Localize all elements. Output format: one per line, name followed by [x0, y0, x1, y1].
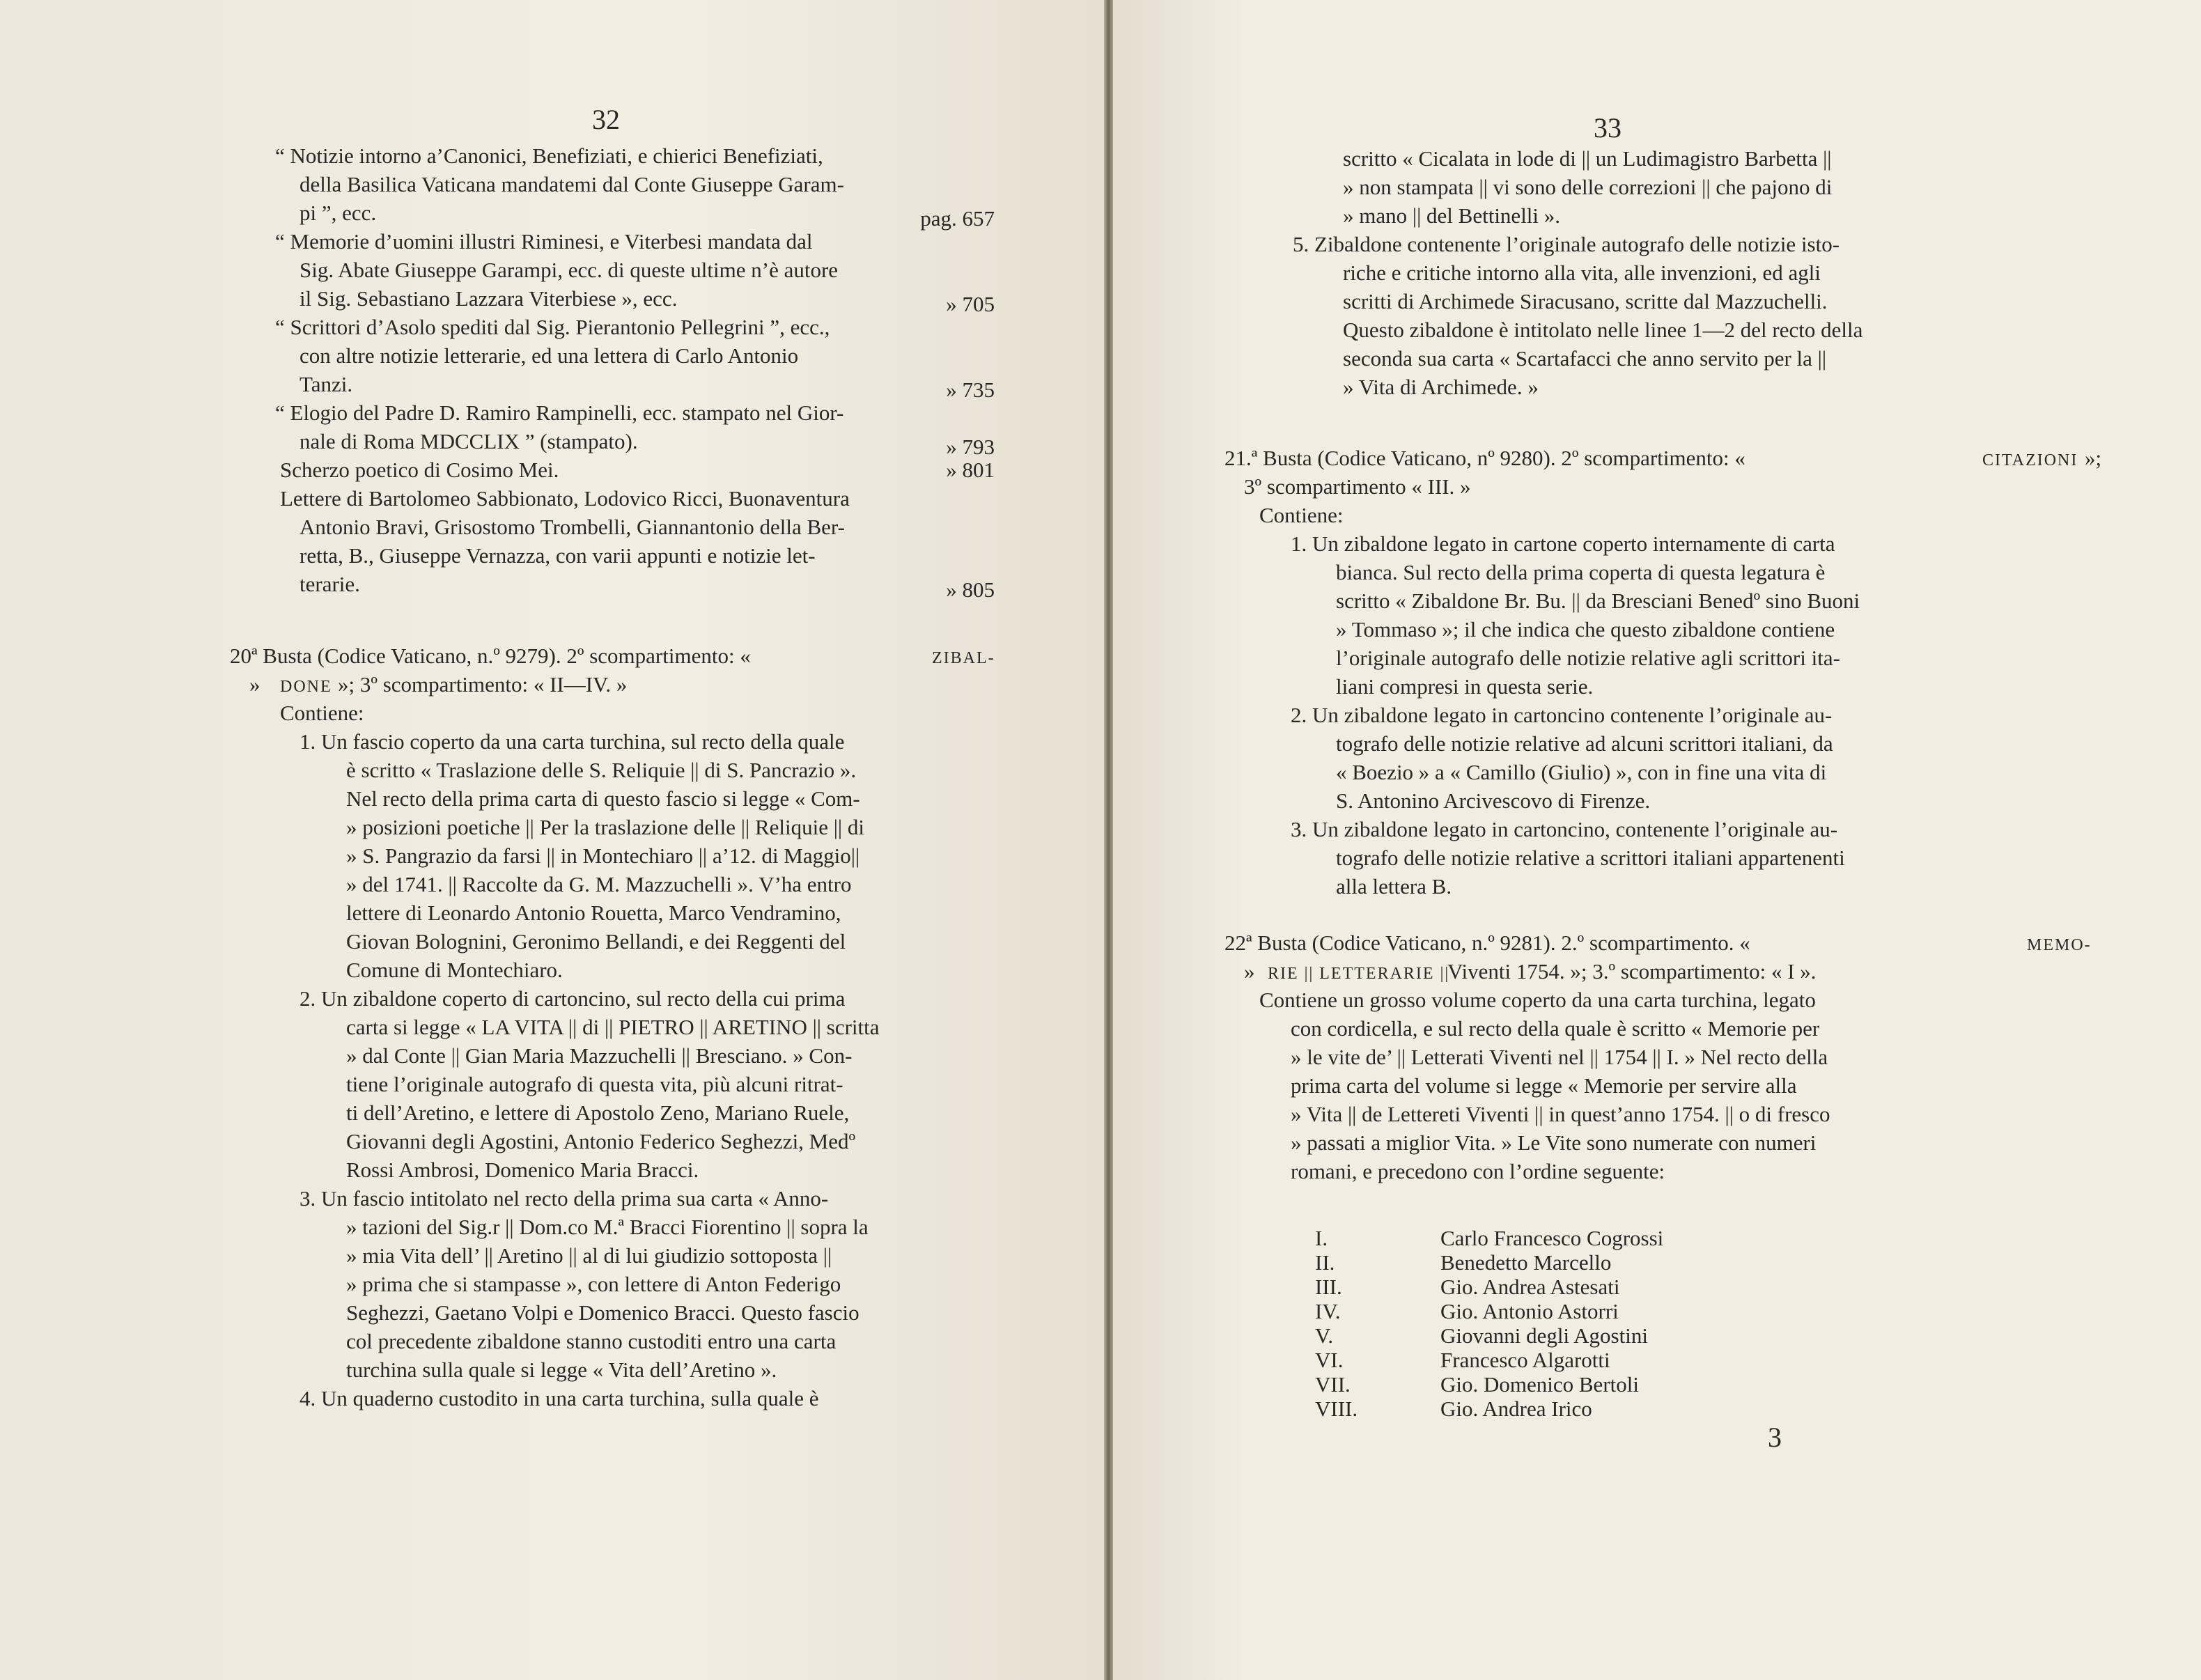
busta-heading: 22ª Busta (Codice Vaticano, n.º 9281). 2.º scompartimento. « [1224, 931, 1750, 955]
vite-name: Benedetto Marcello [1440, 1250, 1612, 1275]
entry-line: della Basilica Vaticana mandatemi dal Conte Giuseppe Garam- [300, 172, 844, 196]
page-number: 33 [1594, 112, 1621, 143]
busta-heading-guillemet: » [1244, 959, 1255, 983]
item-line: è scritto « Traslazione delle S. Reliquie || di S. Pancrazio ». [346, 758, 857, 782]
item-line: S. Antonino Arcivescovo di Firenze. [1336, 788, 1651, 813]
vite-name: Gio. Domenico Bertoli [1440, 1372, 1639, 1397]
item-line: Giovanni degli Agostini, Antonio Federico Seghezzi, Medº [346, 1129, 856, 1153]
entry-page-ref: » 793 [946, 435, 995, 459]
entry-page-ref: » 705 [946, 292, 995, 316]
continuation-line: » mano || del Bettinelli ». [1343, 203, 1561, 228]
vite-name: Gio. Andrea Astesati [1440, 1275, 1620, 1299]
vite-number: VII. [1315, 1372, 1351, 1397]
body-line: » Vita || de Lettereti Viventi || in quest’anno 1754. || o di fresco [1291, 1102, 1830, 1126]
busta-heading: »; 3º scompartimento: « II—IV. » [338, 672, 628, 697]
item-line: 2. Un zibaldone coperto di cartoncino, sul recto della cui prima [300, 986, 846, 1011]
body-line: con cordicella, e sul recto della quale è scritto « Memorie per [1291, 1016, 1820, 1041]
item-line: tiene l’originale autografo di questa vita, più alcuni ritrat- [346, 1072, 843, 1096]
vite-name: Gio. Antonio Astorri [1440, 1299, 1619, 1323]
busta-heading-smallcaps: RIE || LETTERARIE || [1268, 965, 1450, 983]
busta-heading-smallcaps: CITAZIONI [1982, 451, 2078, 469]
entry-line: nale di Roma MDCCLIX ” (stampato). [300, 429, 638, 453]
item-line: ti dell’Aretino, e lettere di Apostolo Zeno, Mariano Ruele, [346, 1100, 850, 1125]
item-line: Nel recto della prima carta di questo fascio si legge « Com- [346, 786, 860, 811]
entry-line: Sig. Abate Giuseppe Garampi, ecc. di queste ultime n’è autore [300, 258, 839, 282]
entry-line: “ Elogio del Padre D. Ramiro Rampinelli, ecc. stampato nel Gior- [275, 400, 844, 425]
vite-name: Giovanni degli Agostini [1440, 1323, 1648, 1348]
busta-heading-smallcaps: MEMO- [2027, 936, 2092, 954]
body-line: » passati a miglior Vita. » Le Vite sono numerate con numeri [1291, 1130, 1817, 1155]
item-line: 1. Un zibaldone legato in cartone coperto internamente di carta [1291, 531, 1835, 556]
item-line: » del 1741. || Raccolte da G. M. Mazzuchelli ». V’ha entro [346, 872, 852, 896]
item-line: Seghezzi, Gaetano Volpi e Domenico Bracci. Questo fascio [346, 1300, 860, 1325]
item-line: » S. Pangrazio da farsi || in Montechiaro || a’12. di Maggio|| [346, 843, 860, 868]
item-line: turchina sulla quale si legge « Vita dell’Aretino ». [346, 1358, 777, 1382]
busta-heading-guillemet: » [249, 672, 260, 697]
item-line: scritto « Zibaldone Br. Bu. || da Bresciani Benedº sino Buoni [1336, 589, 1860, 613]
item-line: tografo delle notizie relative a scrittori italiani appartenenti [1336, 846, 1845, 870]
busta-heading: 20ª Busta (Codice Vaticano, n.º 9279). 2º scompartimento: « [230, 644, 751, 668]
vite-name: Gio. Andrea Irico [1440, 1397, 1592, 1421]
body-line: Contiene un grosso volume coperto da una carta turchina, legato [1259, 988, 1816, 1012]
entry-line: terarie. [300, 572, 360, 596]
book-gutter [1104, 0, 1113, 1680]
item-line: » tazioni del Sig.r || Dom.co M.ª Bracci Fiorentino || sopra la [346, 1215, 869, 1239]
item-line: bianca. Sul recto della prima coperta di questa legatura è [1336, 560, 1826, 584]
item-line: » posizioni poetiche || Per la traslazione delle || Reliquie || di [346, 815, 864, 839]
item-line: 2. Un zibaldone legato in cartoncino contenente l’originale au- [1291, 703, 1833, 727]
entry-page-ref: » 735 [946, 378, 995, 402]
busta-heading-smallcaps: DONE [280, 678, 332, 696]
vite-number: VIII. [1315, 1397, 1358, 1421]
item-line: l’originale autografo delle notizie relative agli scrittori ita- [1336, 646, 1840, 670]
body-line: romani, e precedono con l’ordine seguente: [1291, 1159, 1665, 1183]
contiene-label: Contiene: [1259, 503, 1344, 527]
entry-line: Lettere di Bartolomeo Sabbionato, Lodovico Ricci, Buonaventura [280, 486, 850, 511]
item-line: Giovan Bolognini, Geronimo Bellandi, e dei Reggenti del [346, 929, 846, 954]
item-line: » mia Vita dell’ || Aretino || al di lui giudizio sottoposta || [346, 1243, 832, 1268]
entry-line: retta, B., Giuseppe Vernazza, con varii appunti e notizie let- [300, 543, 816, 568]
body-line: » le vite de’ || Letterati Viventi nel || 1754 || I. » Nel recto della [1291, 1045, 1828, 1069]
item-line: 5. Zibaldone contenente l’originale autografo delle notizie isto- [1293, 232, 1840, 256]
item-line: Rossi Ambrosi, Domenico Maria Bracci. [346, 1158, 699, 1182]
entry-page-ref: » 805 [946, 577, 995, 602]
vite-number: IV. [1315, 1299, 1341, 1323]
page-number: 32 [592, 104, 620, 135]
entry-line: pi ”, ecc. [300, 201, 377, 225]
entry-page-ref: » 801 [946, 458, 995, 482]
item-line: Questo zibaldone è intitolato nelle linee 1—2 del recto della [1343, 318, 1863, 342]
signature-mark: 3 [1768, 1422, 1782, 1453]
item-line: 3. Un zibaldone legato in cartoncino, contenente l’originale au- [1291, 817, 1838, 841]
item-line: carta si legge « LA VITA || di || PIETRO || ARETINO || scritta [346, 1015, 880, 1039]
vite-number: II. [1315, 1250, 1335, 1275]
item-line: alla lettera B. [1336, 874, 1452, 899]
entry-line: con altre notizie letterarie, ed una lettera di Carlo Antonio [300, 343, 799, 368]
entry-line: Tanzi. [300, 372, 353, 396]
vite-number: V. [1315, 1323, 1334, 1348]
item-line: » Tommaso »; il che indica che questo zibaldone contiene [1336, 617, 1835, 641]
vite-number: III. [1315, 1275, 1342, 1299]
vite-name: Carlo Francesco Cogrossi [1440, 1226, 1664, 1250]
right-page [1113, 0, 2201, 1680]
item-line: « Boezio » a « Camillo (Giulio) », con in fine una vita di [1336, 760, 1827, 784]
item-line: lettere di Leonardo Antonio Rouetta, Marco Vendramino, [346, 901, 841, 925]
entry-line: “ Scrittori d’Asolo spediti dal Sig. Pierantonio Pellegrini ”, ecc., [275, 315, 830, 339]
contiene-label: Contiene: [280, 701, 364, 725]
entry-page-ref: pag. 657 [920, 206, 995, 231]
item-line: seconda sua carta « Scartafacci che anno servito per la || [1343, 346, 1827, 371]
body-line: prima carta del volume si legge « Memorie per servire alla [1291, 1073, 1797, 1098]
item-line: » dal Conte || Gian Maria Mazzuchelli || Bresciano. » Con- [346, 1043, 853, 1068]
busta-heading: 21.ª Busta (Codice Vaticano, nº 9280). 2º scompartimento: « [1224, 446, 1745, 470]
item-line: liani compresi in questa serie. [1336, 674, 1594, 699]
entry-line: “ Memorie d’uomini illustri Riminesi, e Viterbesi mandata dal [275, 229, 813, 254]
item-line: » prima che si stampasse », con lettere di Anton Federigo [346, 1272, 841, 1296]
vite-number: I. [1315, 1226, 1328, 1250]
busta-heading: »; [2085, 446, 2102, 470]
item-line: col precedente zibaldone stanno custoditi entro una carta [346, 1329, 837, 1353]
vite-name: Francesco Algarotti [1440, 1348, 1610, 1372]
item-line: Comune di Montechiaro. [346, 958, 563, 982]
item-line: scritti di Archimede Siracusano, scritte dal Mazzuchelli. [1343, 289, 1828, 313]
entry-line: Antonio Bravi, Grisostomo Trombelli, Giannantonio della Ber- [300, 515, 845, 539]
item-line: 4. Un quaderno custodito in una carta turchina, sulla quale è [300, 1386, 819, 1410]
busta-heading: Viventi 1754. »; 3.º scompartimento: « I ». [1447, 959, 1817, 983]
busta-heading: 3º scompartimento « III. » [1244, 474, 1471, 499]
item-line: tografo delle notizie relative ad alcuni scrittori italiani, da [1336, 731, 1833, 756]
entry-line: “ Notizie intorno a’Canonici, Benefiziati, e chierici Benefiziati, [275, 143, 823, 168]
continuation-line: scritto « Cicalata in lode di || un Ludimagistro Barbetta || [1343, 146, 1832, 171]
item-line: 1. Un fascio coperto da una carta turchina, sul recto della quale [300, 729, 845, 754]
entry-line: il Sig. Sebastiano Lazzara Viterbiese », ecc. [300, 286, 678, 311]
entry-line: Scherzo poetico di Cosimo Mei. [280, 458, 559, 482]
item-line: riche e critiche intorno alla vita, alle invenzioni, ed agli [1343, 260, 1821, 285]
item-line: 3. Un fascio intitolato nel recto della prima sua carta « Anno- [300, 1186, 829, 1211]
vite-number: VI. [1315, 1348, 1344, 1372]
continuation-line: » non stampata || vi sono delle correzioni || che pajono di [1343, 175, 1833, 199]
item-line: » Vita di Archimede. » [1343, 375, 1539, 399]
busta-heading-smallcaps: ZIBAL- [932, 649, 995, 667]
